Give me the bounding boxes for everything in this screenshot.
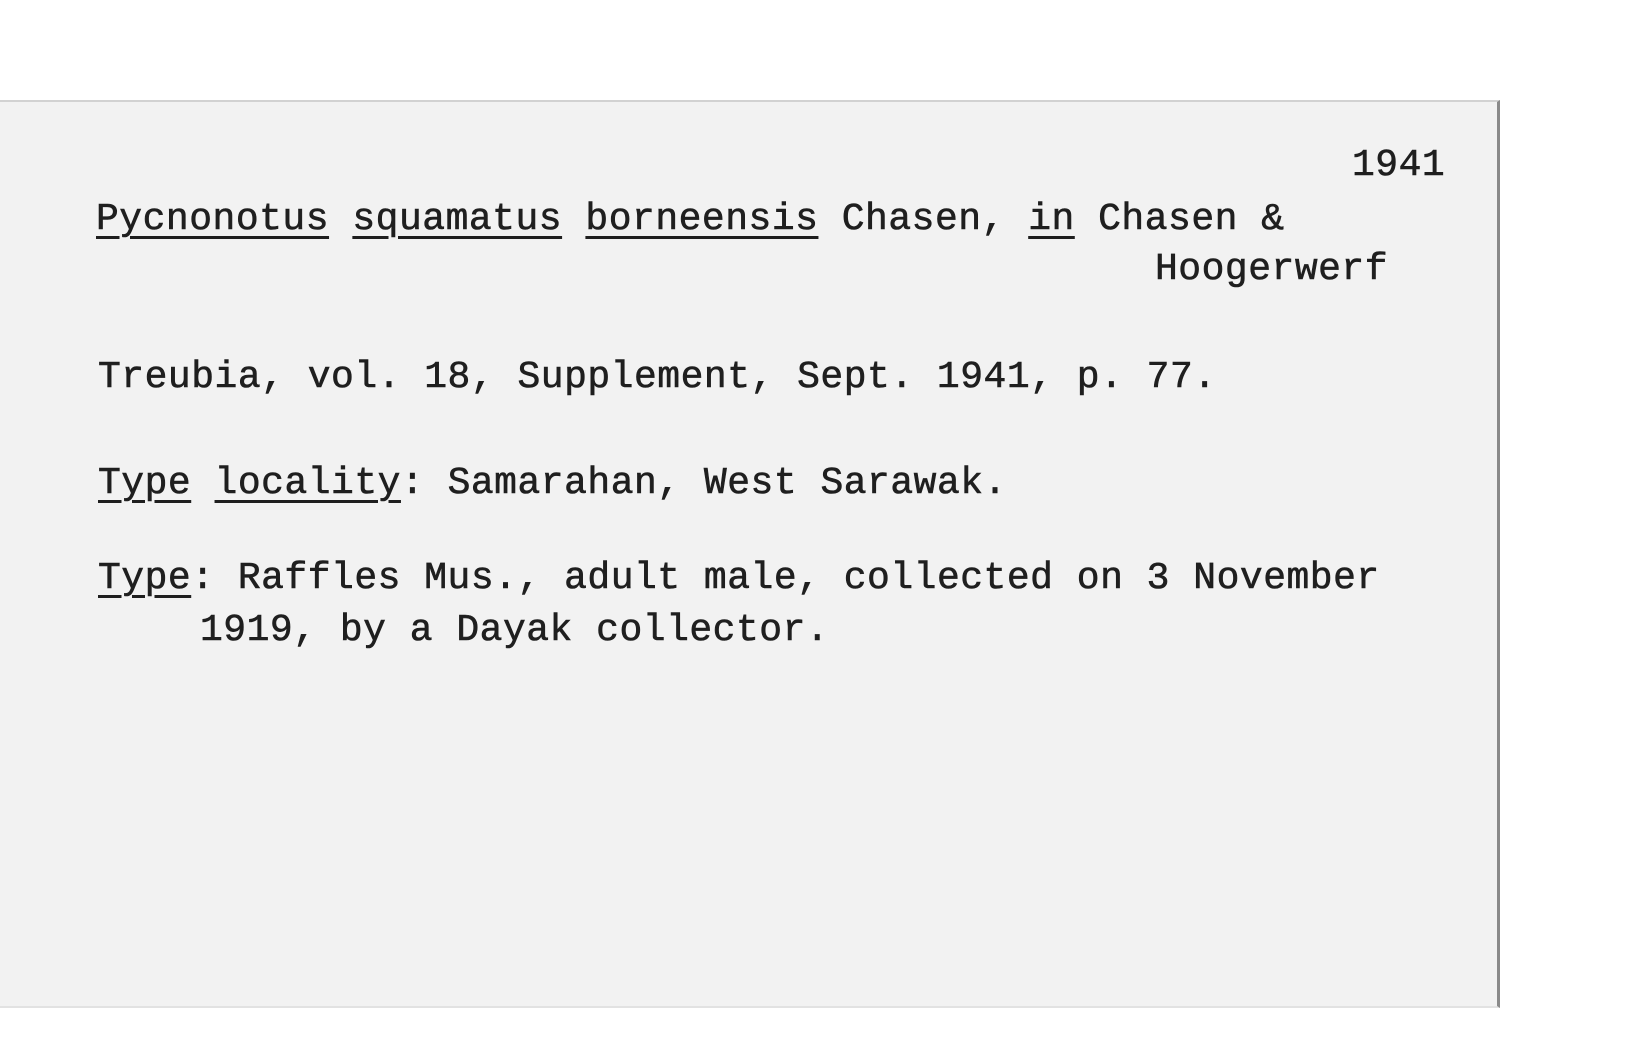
type-line <box>98 557 1380 601</box>
type-separator: : <box>191 557 238 600</box>
citation-line: Treubia, vol. 18, Supplement, Sept. 1941, p. 77. <box>98 356 1217 399</box>
type-locality-label-2: locality <box>214 462 401 505</box>
author-name: Chasen, <box>818 198 1029 241</box>
in-word: in <box>1028 198 1075 241</box>
species-name: squamatus <box>352 198 563 241</box>
subspecies-name: borneensis <box>585 198 819 241</box>
type-locality-label-1: Type <box>98 462 192 505</box>
type-value-line2: 1919, by a Dayak collector. <box>200 609 830 652</box>
card-year: 1941 <box>1352 144 1446 187</box>
type-locality-separator: : <box>400 462 448 505</box>
co-author-text: Chasen & <box>1074 198 1285 241</box>
taxon-name-line <box>96 198 1285 242</box>
type-label: Type <box>98 557 192 600</box>
index-card <box>0 100 1500 1008</box>
genus-name: Pycnonotus <box>96 198 330 241</box>
type-locality-value: Samarahan, West Sarawak. <box>447 462 1007 505</box>
type-value-line1: Raffles Mus., adult male, collected on 3 November <box>237 557 1380 600</box>
co-author-line: Hoogerwerf <box>1155 248 1389 291</box>
type-locality-line <box>98 462 1007 506</box>
